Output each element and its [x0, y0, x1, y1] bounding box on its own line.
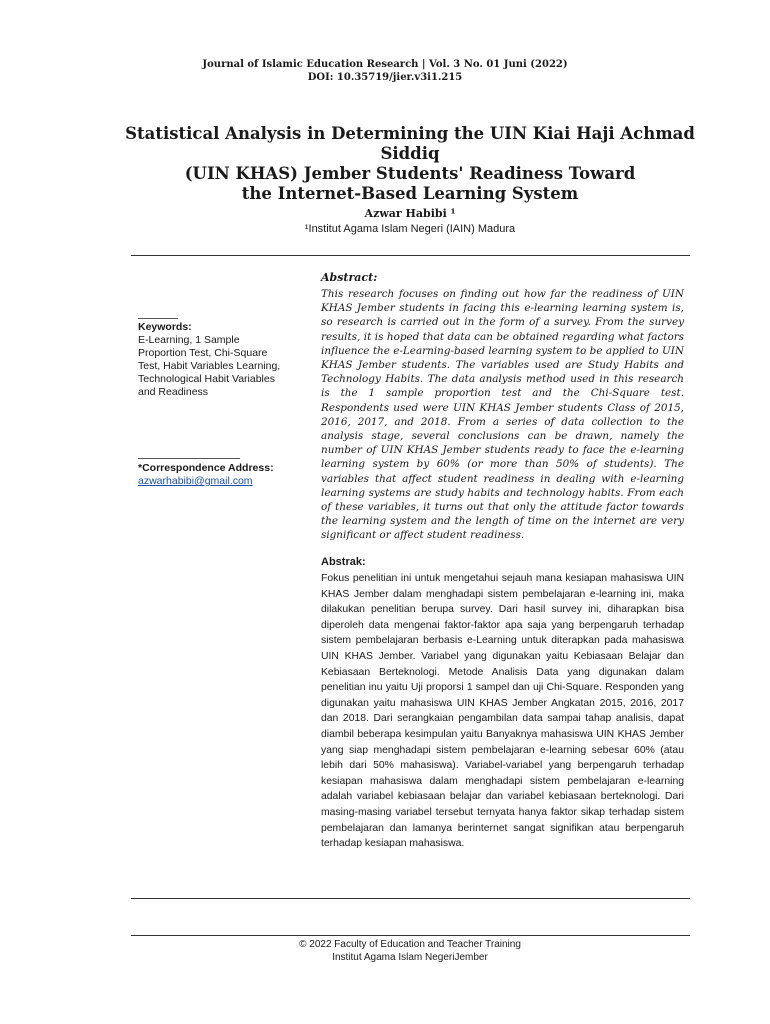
footer: [0, 938, 770, 964]
keywords-label: Keywords:: [138, 321, 192, 333]
abstract-text: This research focuses on finding out how far the readiness of UIN KHAS Jember students in facing this e-learning learning system is, so research is carried out in the form of a survey. From the survey results, it is hoped that data can be obtained regarding what factors influence the e-Learning-based learning system to be applied to UIN KHAS Jember students. The variables used are Study Habits and Technology Habits. The data analysis method used in this research is the 1 sample proportion test and the Chi-Square test. Respondents used were UIN KHAS Jember students Class of 2015, 2016, 2017, and 2018. From a series of data collection to the analysis stage, several conclusions can be drawn, namely the number of UIN KHAS Jember students ready to face the e-learning learning system by 60% (or more than 50% of students). The variables that affect student readiness in dealing with e-learning learning systems are study habits and technology habits. From each of these variables, it turns out that only the attitude factor towards the learning system and the length of time on the internet are very significant or affect student readiness.: [321, 288, 684, 542]
top-divider: [131, 255, 690, 256]
paper-title: [110, 124, 710, 204]
abstract-heading: Abstract:: [321, 271, 378, 284]
footer-divider: [131, 935, 690, 936]
correspondence-rule: [138, 458, 240, 459]
author-affiliation: ¹Institut Agama Islam Negeri (IAIN) Madura: [304, 223, 516, 235]
abstrak-text: Fokus penelitian ini untuk mengetahui sejauh mana kesiapan mahasiswa UIN KHAS Jember dalam menghadapi sistem pembelajaran e-learning ini, maka dilakukan penelitian berupa survey. Dari hasil survey ini, diharapkan bisa diperoleh data mengenai faktor-faktor apa saja yang berpengaruh terhadap sistem pembelajaran berbasis e-Learning untuk diterapkan pada mahasiswa UIN KHAS Jember. Variabel yang digunakan yaitu Kebiasaan Belajar dan Kebiasaan Berteknologi. Metode Analisis Data yang digunakan dalam penelitian inu yaitu Uji proporsi 1 sampel dan uji Chi-Square. Responden yang digunakan yaitu mahasiswa UIN KHAS Jember Angkatan 2015, 2016, 2017 dan 2018. Dari serangkaian pengambilan data sampai tahap analisis, dapat diambil beberapa kesimpulan yaitu Banyaknya mahasiswa UIN KHAS Jember yang siap menghadapi sistem pembelajaran e-learning sebesar 60% (atau lebih dari 50% mahasiswa). Variabel-variabel yang berpengaruh terhadap kesiapan mahasiswa dalam menghadapi sistem pembelajaran e-learning adalah variabel kebiasaan belajar dan variabel kebiasaan berteknologi. Dari masing-masing variabel tersebut ternyata hanya faktor sikap terhadap sistem pembelajaran dan lamanya berinternet sangat signifikan atau berpengaruh terhadap kesiapan mahasiswa.: [321, 573, 684, 850]
email-link[interactable]: azwarhabibi@gmail.com: [138, 475, 253, 487]
correspondence-label: *Correspondence Address:: [138, 462, 274, 474]
journal-header: [0, 58, 770, 84]
author-name: Azwar Habibi ¹: [364, 207, 456, 220]
journal-line: Journal of Islamic Education Research | Vol. 3 No. 01 Juni (2022): [202, 59, 568, 70]
footer-institution: Institut Agama Islam NegeriJember: [332, 952, 488, 963]
correspondence-block: [138, 462, 288, 488]
keywords-rule: [138, 318, 178, 319]
keywords-block: [138, 321, 288, 399]
title-line-1: Statistical Analysis in Determining the UIN Kiai Haji Achmad Siddiq: [125, 124, 695, 163]
title-line-3: the Internet-Based Learning System: [241, 184, 579, 203]
doi-line: DOI: 10.35719/jier.v3i1.215: [307, 72, 463, 83]
keywords-text: E-Learning, 1 Sample Proportion Test, Chi-Square Test, Habit Variables Learning, Technological Habit Variables and Readiness: [138, 334, 281, 398]
title-line-2: (UIN KHAS) Jember Students' Readiness Toward: [184, 164, 636, 183]
bottom-divider: [131, 898, 690, 899]
abstrak-heading: Abstrak:: [321, 556, 366, 568]
footer-copyright: © 2022 Faculty of Education and Teacher Training: [299, 939, 521, 950]
